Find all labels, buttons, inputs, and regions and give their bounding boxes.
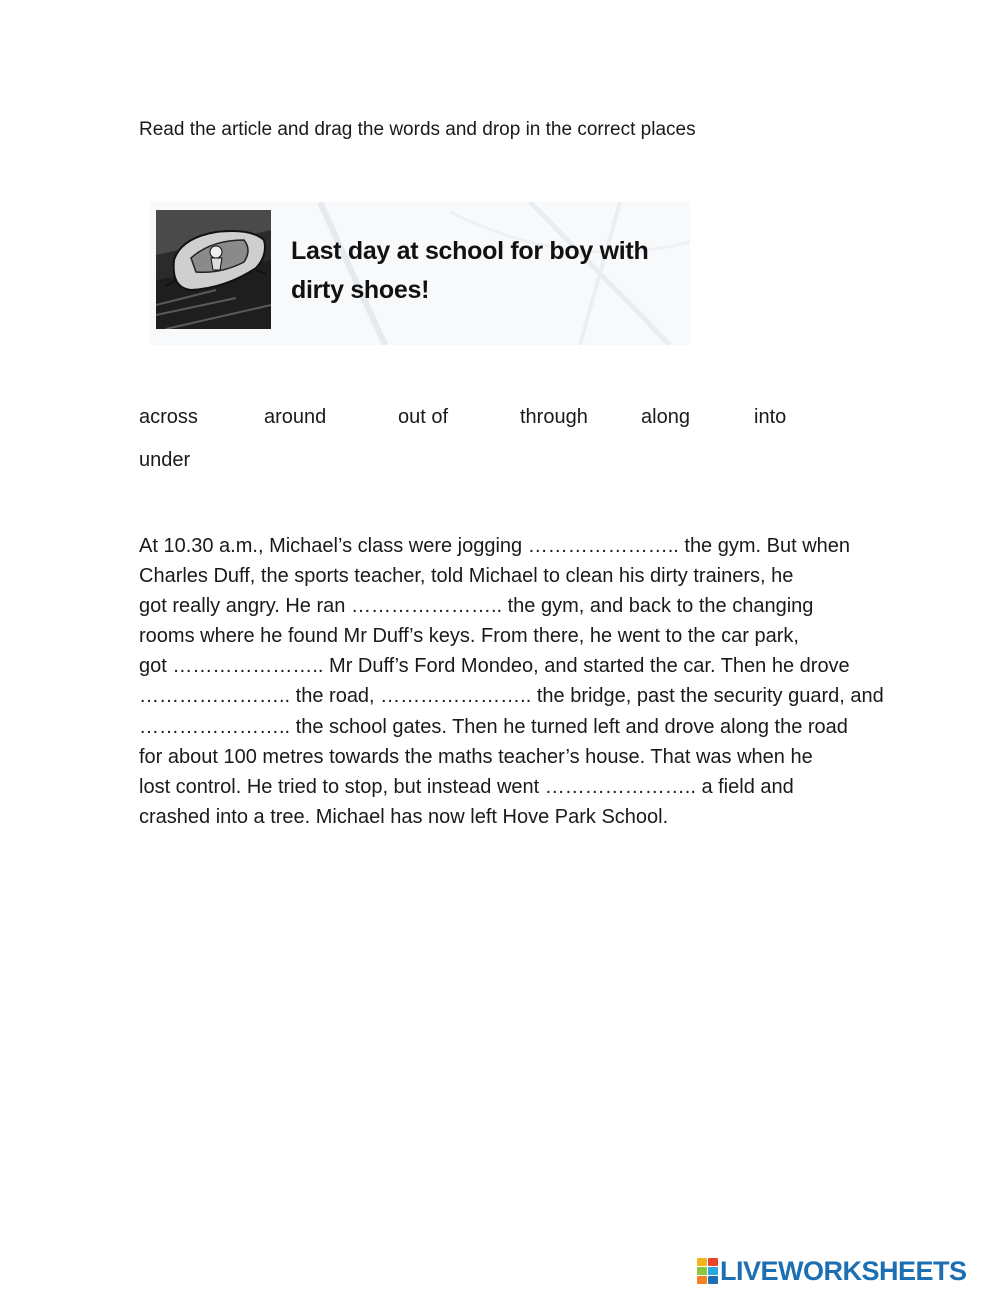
- article-banner: [150, 202, 690, 345]
- logo-text: LIVEWORKSHEETS: [720, 1256, 967, 1286]
- word-chip-through[interactable]: through: [520, 406, 588, 428]
- word-chip-around[interactable]: around: [264, 406, 327, 428]
- article-line: crashed into a tree. Michael has now left Hove Park School.: [139, 805, 669, 828]
- banner-headline-line-1: Last day at school for boy with: [291, 237, 649, 265]
- word-chip-into[interactable]: into: [754, 406, 787, 428]
- article-line: ………………….. the school gates. Then he turned left and drove along the road: [139, 715, 848, 738]
- article-line: Charles Duff, the sports teacher, told Michael to clean his dirty trainers, he: [139, 565, 794, 588]
- article-line: for about 100 metres towards the maths teacher’s house. That was when he: [139, 745, 813, 768]
- article-text: [139, 531, 884, 832]
- article-line: lost control. He tried to stop, but instead went ………………….. a field and: [139, 775, 794, 798]
- banner-headline: [291, 232, 681, 310]
- article-line: got ………………….. Mr Duff’s Ford Mondeo, and started the car. Then he drove: [139, 655, 850, 678]
- article-line: got really angry. He ran ………………….. the gym, and back to the changing: [139, 595, 814, 618]
- word-chip-across[interactable]: across: [139, 406, 198, 428]
- word-chip-along[interactable]: along: [641, 406, 690, 428]
- word-chip-under[interactable]: under: [139, 449, 191, 471]
- liveworksheets-logo-icon: [697, 1258, 718, 1284]
- word-chip-out-of[interactable]: out of: [398, 406, 449, 428]
- article-line: ………………….. the road, ………………….. the bridge, past the security guard, and: [139, 685, 884, 708]
- liveworksheets-logo: [697, 1258, 967, 1284]
- instruction-text: Read the article and drag the words and drop in the correct places: [139, 119, 696, 140]
- article-line: At 10.30 a.m., Michael’s class were jogging ………………….. the gym. But when: [139, 535, 851, 557]
- banner-headline-line-2: dirty shoes!: [291, 276, 430, 304]
- article-line: rooms where he found Mr Duff’s keys. From there, he went to the car park,: [139, 625, 799, 648]
- car-photo-icon: [156, 210, 271, 329]
